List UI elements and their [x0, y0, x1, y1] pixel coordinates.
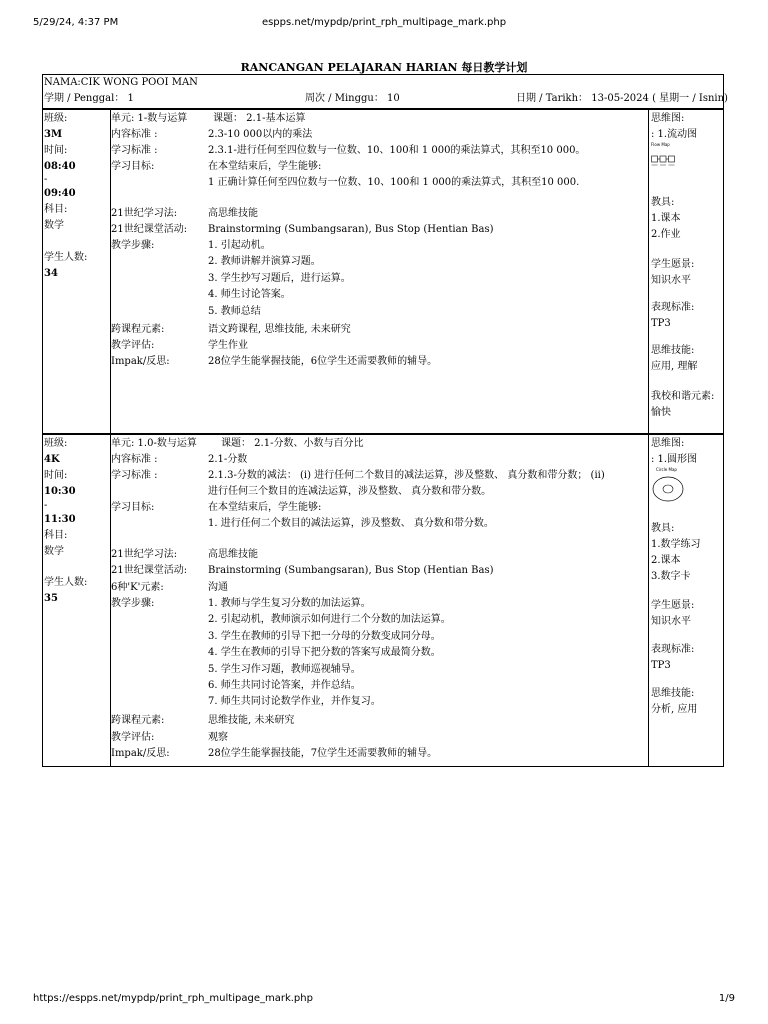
- thinking-skill-value: 应用, 理解: [651, 361, 698, 372]
- thinking-skill-label: 思维技能:: [651, 345, 695, 356]
- aspiration-value: 知识水平: [651, 275, 691, 286]
- assessment-label: 教学评估:: [111, 340, 155, 351]
- steps-label: 教学步骤:: [111, 598, 155, 609]
- row-value: 1. 进行任何二个数目的减法运算，涉及整数、 真分数和带分数。: [208, 518, 494, 529]
- time-end: 09:40: [44, 188, 76, 199]
- materials-item: 2.作业: [651, 229, 681, 240]
- subject-value: 数学: [44, 220, 64, 231]
- time-end: 11:30: [44, 514, 76, 525]
- topic-title: 课题： 2.1-基本运算: [213, 113, 306, 124]
- flow-map-icon: [651, 155, 675, 167]
- row-label: 学习目标:: [111, 161, 155, 172]
- cross-curriculum-label: 跨课程元素:: [111, 324, 165, 335]
- students-value: 34: [44, 268, 58, 279]
- unit-title: 单元: 1-数与运算: [111, 113, 188, 124]
- time-dash: -: [44, 500, 48, 511]
- class-label: 班级:: [44, 113, 68, 124]
- performance-value: TP3: [651, 318, 671, 329]
- reflection-label: Impak/反思:: [111, 356, 170, 367]
- print-footer-url: https://espps.net/mypdp/print_rph_multipage_mark.php: [33, 993, 313, 1004]
- row-label: 内容标准 :: [111, 454, 158, 465]
- thinking-map-label: 思维图:: [651, 113, 685, 124]
- element-label: 6种'K'元素:: [111, 582, 164, 593]
- print-page-title: espps.net/mypdp/print_rph_multipage_mark.php: [261, 17, 507, 28]
- activity-label: 21世纪课堂活动:: [111, 565, 188, 576]
- circle-map-icon: [651, 475, 685, 503]
- step-item: 5. 学生习作习题，教师巡视辅导。: [208, 663, 361, 675]
- row-label: 内容标准 :: [111, 129, 158, 140]
- step-item: 4. 师生讨论答案。: [208, 289, 291, 301]
- row-label: 学习目标:: [111, 502, 155, 513]
- materials-item: 3.数字卡: [651, 571, 691, 582]
- materials-label: 教具:: [651, 197, 675, 208]
- abad-value: 高思维技能: [208, 208, 258, 219]
- step-item: 5. 教师总结: [208, 305, 261, 317]
- row-value: 2.1.3-分数的减法： (i) 进行任何二个数目的减法运算，涉及整数、 真分数和带分数； (ii): [208, 470, 605, 481]
- row-value: 在本堂结束后，学生能够:: [208, 161, 322, 172]
- thinking-skill-value: 分析, 应用: [651, 704, 698, 715]
- materials-item: 1.数学练习: [651, 539, 701, 550]
- step-item: 7. 师生共同讨论数学作业，并作复习。: [208, 696, 381, 708]
- class-label: 班级:: [44, 438, 68, 449]
- time-label: 时间:: [44, 145, 68, 156]
- step-item: 2. 教师讲解并演算习题。: [208, 256, 321, 268]
- materials-item: 1.课本: [651, 213, 681, 224]
- steps-list: [208, 596, 451, 711]
- unit-title: 单元: 1.0-数与运算: [111, 438, 197, 449]
- aspiration-value: 知识水平: [651, 616, 691, 627]
- aspiration-label: 学生愿景:: [651, 259, 695, 270]
- step-item: 4. 学生在教师的引导下把分数的答案写成最简分数。: [208, 647, 441, 659]
- row-value: 2.3-10 000以内的乘法: [208, 129, 313, 140]
- materials-label: 教具:: [651, 523, 675, 534]
- col-divider: [648, 434, 649, 767]
- teacher-name: NAMA:CIK WONG POOI MAN: [44, 77, 198, 88]
- reflection-label: Impak/反思:: [111, 748, 170, 759]
- col-divider: [648, 109, 649, 434]
- aspiration-label: 学生愿景:: [651, 600, 695, 611]
- element-value: 沟通: [208, 582, 228, 593]
- students-label: 学生人数:: [44, 252, 88, 263]
- students-value: 35: [44, 593, 58, 604]
- class-value: 3M: [44, 129, 63, 140]
- steps-label: 教学步骤:: [111, 240, 155, 251]
- performance-label: 表现标准:: [651, 644, 695, 655]
- print-page-number: 1/9: [718, 993, 735, 1004]
- document-title: RANCANGAN PELAJARAN HARIAN 每日教学计划: [240, 61, 528, 74]
- step-item: 6. 师生共同讨论答案，并作总结。: [208, 679, 361, 691]
- thinking-map-value: : 1.圆形图: [651, 454, 698, 465]
- time-start: 10:30: [44, 486, 76, 497]
- flow-map-caption: Flow Map: [651, 142, 670, 147]
- assessment-label: 教学评估:: [111, 732, 155, 743]
- week-field: 周次 / Minggu： 10: [305, 93, 400, 104]
- steps-list: [208, 238, 351, 320]
- assessment-value: 学生作业: [208, 340, 248, 351]
- step-item: 1. 引起动机。: [208, 240, 271, 251]
- activity-value: Brainstorming (Sumbangsaran), Bus Stop (Hentian Bas): [208, 224, 494, 235]
- row-value: 1 正确计算任何至四位数与一位数、10、100和 1 000的乘法算式，其积至10 000.: [208, 177, 580, 188]
- school-value-value: 愉快: [651, 407, 671, 418]
- school-value-label: 我校和谐元素:: [651, 391, 715, 402]
- print-timestamp: 5/29/24, 4:37 PM: [33, 17, 119, 28]
- reflection-value: 28位学生能掌握技能，6位学生还需要教师的辅导。: [208, 356, 438, 367]
- performance-value: TP3: [651, 660, 671, 671]
- thinking-map-label: 思维图:: [651, 438, 685, 449]
- cross-curriculum-value: 语文跨课程, 思维技能, 未来研究: [208, 324, 351, 335]
- abad-label: 21世纪学习法:: [111, 208, 178, 219]
- subject-label: 科目:: [44, 530, 68, 541]
- time-dash: -: [44, 174, 48, 185]
- row-value: 在本堂结束后，学生能够:: [208, 502, 322, 513]
- performance-label: 表现标准:: [651, 302, 695, 313]
- time-label: 时间:: [44, 470, 68, 481]
- thinking-skill-label: 思维技能:: [651, 688, 695, 699]
- reflection-value: 28位学生能掌握技能，7位学生还需要教师的辅导。: [208, 748, 438, 759]
- activity-label: 21世纪课堂活动:: [111, 224, 188, 235]
- row-value: 进行任何三个数目的连减法运算，涉及整数、 真分数和带分数。: [208, 486, 492, 497]
- thinking-map-value: : 1.流动图: [651, 129, 698, 140]
- cross-curriculum-label: 跨课程元素:: [111, 715, 165, 726]
- row-value: 2.3.1-进行任何至四位数与一位数、10、100和 1 000的乘法算式，其积至10 000。: [208, 145, 586, 156]
- cross-curriculum-value: 思维技能, 未来研究: [208, 715, 295, 726]
- step-item: 2. 引起动机，教师演示如何进行二个分数的加法运算。: [208, 614, 451, 626]
- step-item: 3. 学生抄写习题后，进行运算。: [208, 272, 351, 284]
- class-value: 4K: [44, 454, 60, 465]
- row-label: 学习标准 :: [111, 470, 158, 481]
- materials-item: 2.课本: [651, 555, 681, 566]
- date-field: 日期 / Tarikh： 13-05-2024 ( 星期一 / Isnin): [516, 93, 728, 104]
- circle-map-caption: Circle Map: [656, 467, 677, 472]
- time-start: 08:40: [44, 161, 76, 172]
- term-field: 学期 / Penggal： 1: [44, 93, 134, 104]
- assessment-value: 观察: [208, 732, 228, 743]
- topic-title: 课题： 2.1-分数、小数与百分比: [221, 438, 364, 449]
- abad-label: 21世纪学习法:: [111, 549, 178, 560]
- subject-label: 科目:: [44, 204, 68, 215]
- abad-value: 高思维技能: [208, 549, 258, 560]
- students-label: 学生人数:: [44, 577, 88, 588]
- subject-value: 数学: [44, 546, 64, 557]
- row-value: 2.1-分数: [208, 454, 248, 465]
- step-item: 1. 教师与学生复习分数的加法运算。: [208, 598, 371, 609]
- activity-value: Brainstorming (Sumbangsaran), Bus Stop (Hentian Bas): [208, 565, 494, 576]
- step-item: 3. 学生在教师的引导下把一分母的分数变成同分母。: [208, 630, 441, 642]
- row-label: 学习标准 :: [111, 145, 158, 156]
